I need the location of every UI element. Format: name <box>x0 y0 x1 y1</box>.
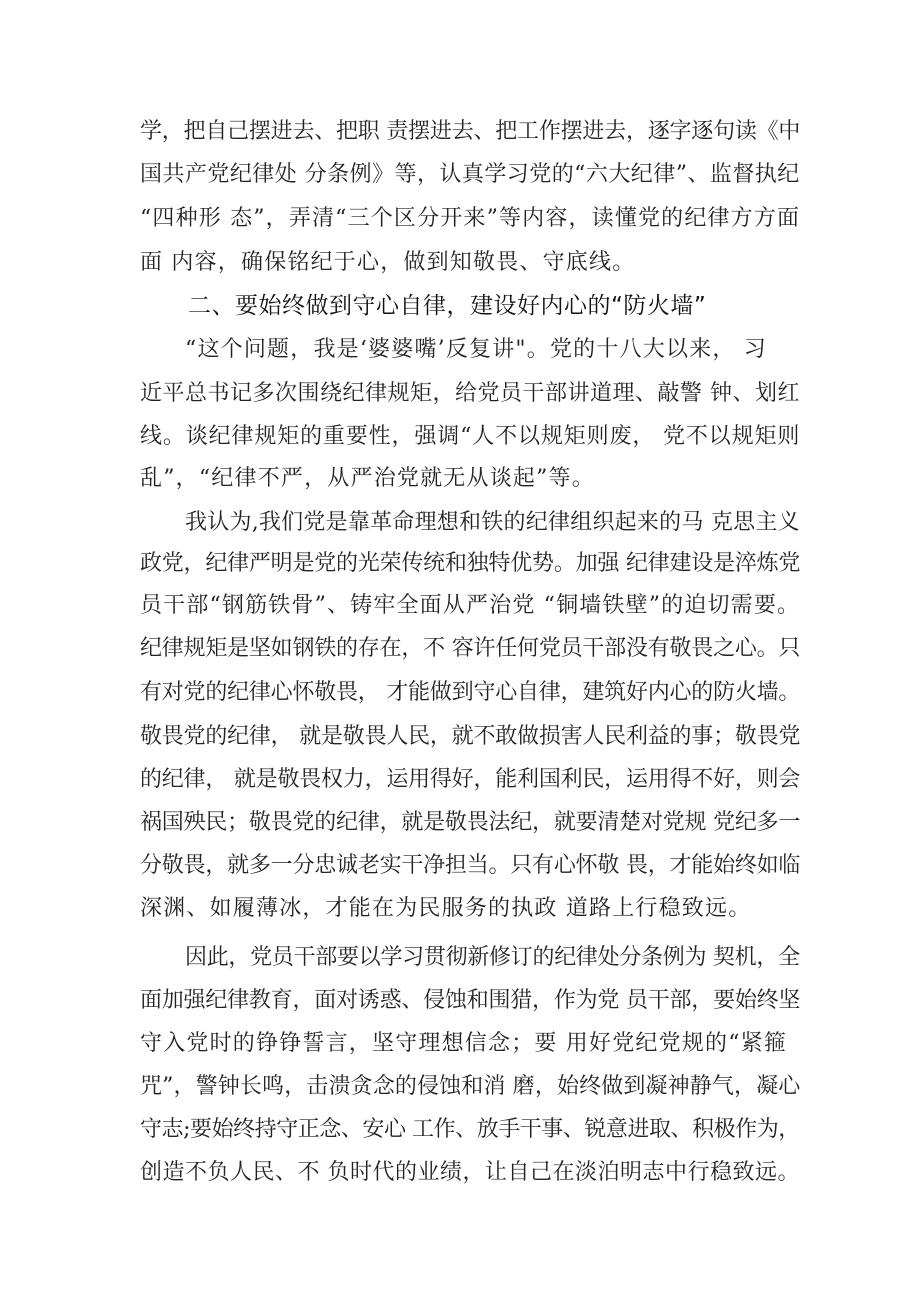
body-line-20: 因此，党员干部要以学习贯彻新修订的纪律处分条例为 契机，全 <box>185 945 800 970</box>
body-line-23: 咒”，警钟长鸣，击溃贪念的侵蚀和消 磨，始终做到凝神静气，凝心 <box>140 1074 801 1099</box>
body-line-22: 守入党时的铮铮誓言，坚守理想信念；要 用好党纪党规的“紧箍 <box>140 1031 788 1056</box>
body-line-18: 分敬畏，就多一分忠诚老实干净担当。只有心怀敬 畏，才能始终如临 <box>140 853 801 878</box>
body-line-19: 深渊、如履薄冰，才能在为民服务的执政 道路上行稳致远。 <box>140 896 752 921</box>
body-line-15: 敬畏党的纪律， 就是敬畏人民，就不敢做损害人民利益的事；敬畏党 <box>140 724 801 749</box>
body-line-4: 面 内容，确保铭纪于心，做到知敬畏、守底线。 <box>140 250 636 275</box>
body-line-24: 守志;要始终持守正念、安心 工作、放手干事、锐意进取、积极作为， <box>140 1117 800 1142</box>
body-line-12: 员干部“钢筋铁骨”、铸牢全面从严治党 “铜墙铁壁”的迫切需要。 <box>140 593 801 618</box>
body-line-6: “这个问题，我是‘婆婆嘴’反复讲"。党的十八大以来， 习 <box>185 337 767 362</box>
body-line-3: “四种形 态”，弄清“三个区分开来”等内容，读懂党的纪律方方面 <box>140 206 801 231</box>
section-heading: 二、要始终做到守心自律，建设好内心的“防火墙” <box>188 293 707 319</box>
body-line-9: 乱”，“纪律不严，从严治党就无从谈起”等。 <box>140 466 595 491</box>
body-line-17: 祸国殃民；敬畏党的纪律，就是敬畏法纪，就要清楚对党规 党纪多一 <box>140 810 801 835</box>
body-line-10: 我认为,我们党是靠革命理想和铁的纪律组织起来的马 克思主义 <box>185 510 800 535</box>
body-line-13: 纪律规矩是坚如钢铁的存在，不 容许任何党员干部没有敬畏之心。只 <box>140 636 801 661</box>
body-line-16: 的纪律， 就是敬畏权力，运用得好，能利国利民，运用得不好，则会 <box>140 767 801 792</box>
body-line-1: 学，把自己摆进去、把职 责摆进去、把工作摆进去，逐字逐句读《中 <box>140 119 801 144</box>
body-line-21: 面加强纪律教育，面对诱惑、侵蚀和围猎，作为党 员干部，要始终坚 <box>140 988 801 1013</box>
body-line-2: 国共产党纪律处 分条例》等，认真学习党的“六大纪律”、监督执纪 <box>140 162 800 187</box>
body-line-7: 近平总书记多次围绕纪律规矩，给党员干部讲道理、敲警 钟、划红 <box>140 381 800 406</box>
body-line-25: 创造不负人民、不 负时代的业绩，让自己在淡泊明志中行稳致远。 <box>140 1160 800 1185</box>
body-line-8: 线。谈纪律规矩的重要性，强调“人不以规矩则废， 党不以规矩则 <box>140 424 801 449</box>
body-line-14: 有对党的纪律心怀敬畏， 才能做到守心自律，建筑好内心的防火墙。 <box>140 680 801 705</box>
body-line-11: 政党，纪律严明是党的光荣传统和独特优势。加强 纪律建设是淬炼党 <box>140 551 801 576</box>
